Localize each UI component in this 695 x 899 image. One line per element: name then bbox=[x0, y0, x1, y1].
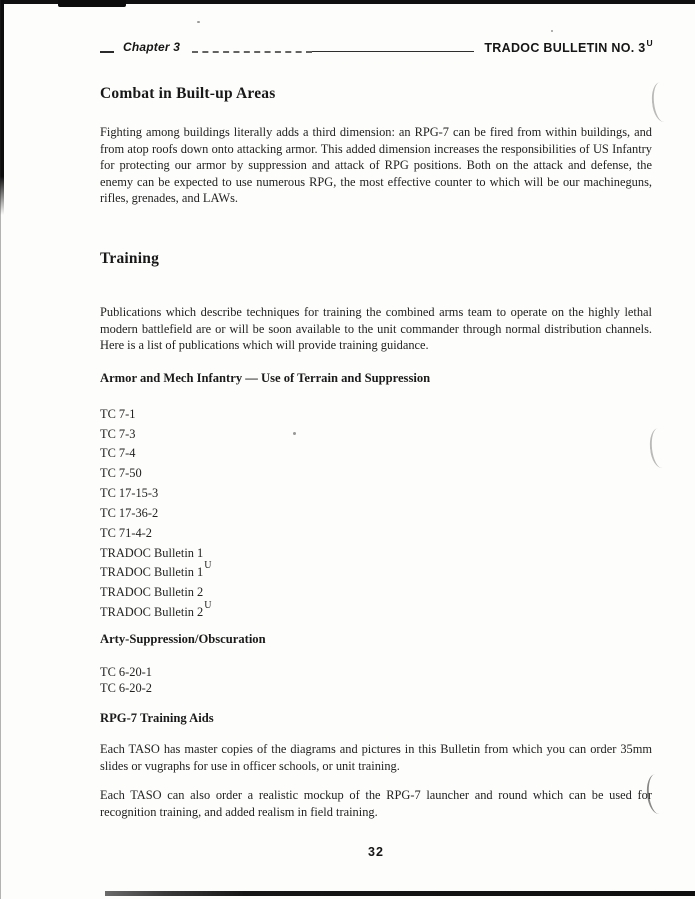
publication-label: TC 7-4 bbox=[100, 446, 136, 461]
publication-item bbox=[100, 581, 652, 601]
section-title-training: Training bbox=[100, 249, 160, 267]
armor-publication-list bbox=[100, 403, 652, 621]
publication-item bbox=[100, 403, 652, 423]
publication-superscript: U bbox=[204, 600, 212, 612]
page-number: 32 bbox=[368, 845, 384, 859]
publication-label: TC 17-15-3 bbox=[100, 486, 159, 501]
publication-superscript: U bbox=[204, 560, 212, 572]
publication-item bbox=[100, 522, 652, 542]
header-underscore-mark bbox=[100, 41, 114, 53]
rpg-aids-paragraph-2: Each TASO can also order a realistic mockup of the RPG-7 launcher and round which can be used for recognition training, and added realism in field training. bbox=[100, 788, 652, 820]
publication-item bbox=[100, 665, 652, 681]
subsection-title-rpg-aids: RPG-7 Training Aids bbox=[100, 711, 214, 726]
publication-item bbox=[100, 502, 652, 522]
combat-paragraph: Fighting among buildings literally adds a third dimension: an RPG-7 can be fired from within buildings, and from atop roofs down onto attacking armor. This added dimension increases the responsibilities of US Infantry for protecting our armor by suppression and attack of RPG positions. Both on the attack and defense, the enemy can be expected to use numerous RPG, the most effective counter to which will be our machineguns, rifles, grenades, and LAWs. bbox=[100, 125, 652, 206]
publication-item bbox=[100, 542, 652, 562]
rpg-aids-paragraph-1: Each TASO has master copies of the diagrams and pictures in this Bulletin from which you can order 35mm slides or vugraphs for use in officer schools, or unit training. bbox=[100, 742, 652, 773]
section-title-combat: Combat in Built-up Areas bbox=[100, 85, 276, 102]
publication-label: TRADOC Bulletin 2 bbox=[100, 605, 204, 620]
bulletin-label bbox=[484, 39, 652, 55]
publication-item bbox=[100, 423, 652, 443]
training-intro-paragraph: Publications which describe techniques for training the combined arms team to operate on the highly lethal modern battlefield are or will be soon available to the unit commander through normal distribution channels. Here is a list of publications which will provide training guidance. bbox=[100, 304, 652, 353]
publication-label: TC 7-3 bbox=[100, 426, 136, 441]
publication-item bbox=[100, 681, 652, 697]
header-rule-line bbox=[312, 42, 474, 52]
publication-label: TC 6-20-1 bbox=[100, 664, 152, 679]
bulletin-superscript: U bbox=[646, 37, 653, 48]
bulletin-text: TRADOC BULLETIN NO. 3 bbox=[484, 41, 646, 56]
publication-item bbox=[100, 462, 652, 482]
publication-label: TC 6-20-2 bbox=[100, 680, 152, 695]
publication-item bbox=[100, 561, 652, 581]
publication-label: TC 71-4-2 bbox=[100, 525, 152, 540]
subsection-title-arty: Arty-Suppression/Obscuration bbox=[100, 631, 266, 646]
publication-label: TC 7-1 bbox=[100, 406, 136, 421]
chapter-label: Chapter 3 bbox=[123, 40, 181, 54]
subsection-title-armor: Armor and Mech Infantry — Use of Terrain and Suppression bbox=[100, 370, 431, 385]
arty-publication-list bbox=[100, 665, 652, 696]
publication-item bbox=[100, 601, 652, 621]
publication-label: TC 7-50 bbox=[100, 466, 142, 481]
publication-label: TRADOC Bulletin 2 bbox=[100, 585, 204, 600]
publication-item bbox=[100, 482, 652, 502]
publication-label: TRADOC Bulletin 1 bbox=[100, 545, 204, 560]
page-header bbox=[100, 37, 653, 56]
publication-label: TRADOC Bulletin 1 bbox=[100, 565, 204, 580]
header-rule-dashes bbox=[192, 41, 312, 53]
publication-label: TC 17-36-2 bbox=[100, 506, 159, 521]
publication-item bbox=[100, 442, 652, 462]
